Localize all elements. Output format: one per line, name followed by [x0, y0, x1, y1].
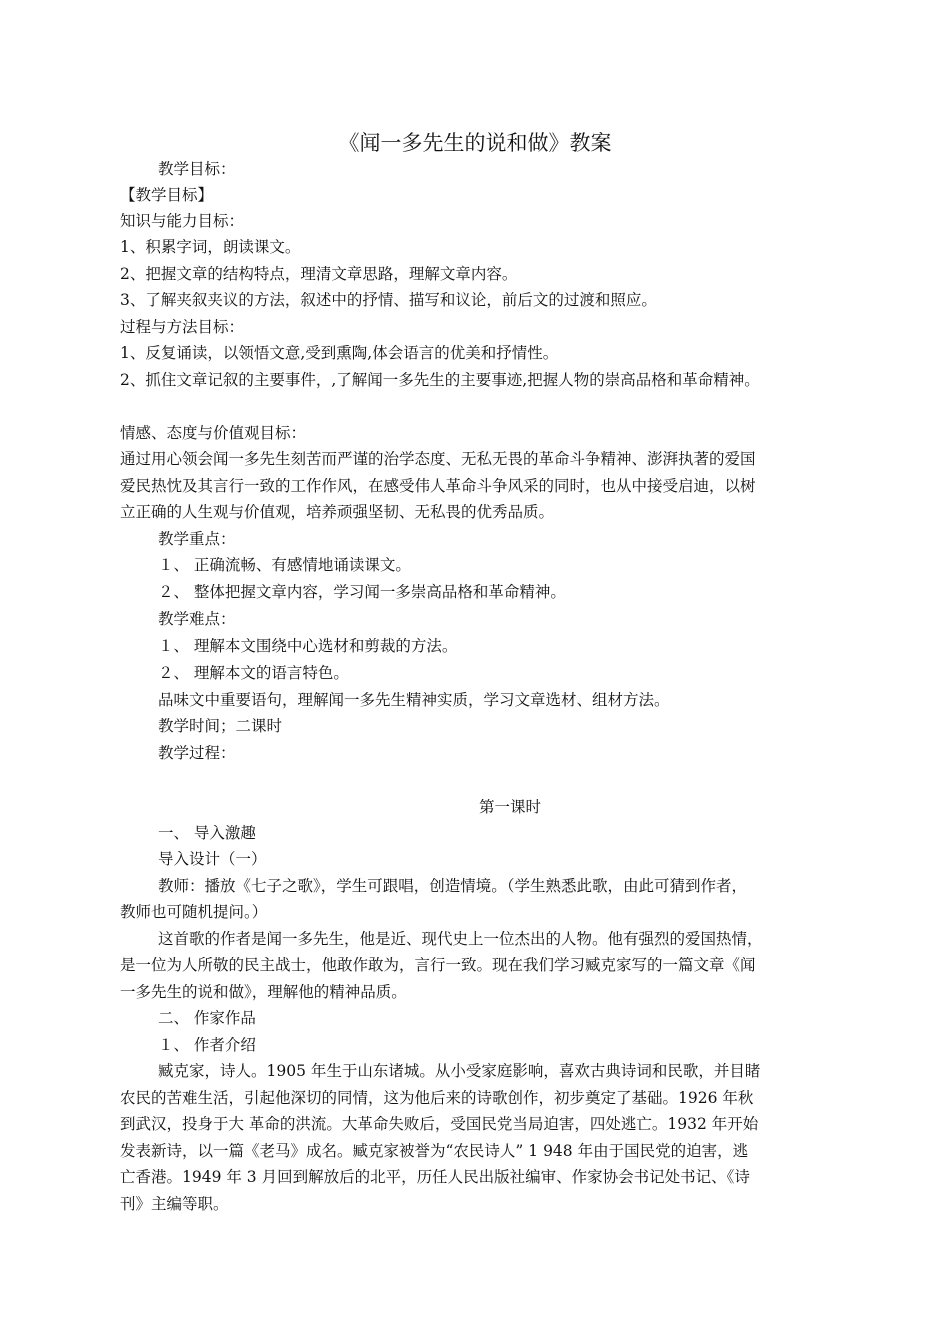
text-line: 爱民热忱及其言行一致的工作作风，在感受伟人革命斗争风采的同时，也从中接受启迪，以树	[120, 477, 756, 495]
text-line: 3、了解夹叙夹议的方法，叙述中的抒情、描写和议论，前后文的过渡和照应。	[120, 291, 657, 309]
text-line: 教学时间；二课时	[158, 717, 283, 735]
text-line: 教师也可随机提问。）	[120, 903, 268, 921]
text-line: 通过用心领会闻一多先生刻苦而严谨的治学态度、无私无畏的革命斗争精神、澎湃执著的爱国	[120, 450, 756, 468]
text-line: 教学目标：	[158, 160, 236, 178]
text-line: 教学过程：	[158, 744, 236, 762]
document-title: 《闻一多先生的说和做》教案	[338, 131, 612, 155]
text-line: 亡香港。1949 年 3 月回到解放后的北平，历任人民出版社编审、作家协会书记处书记、《诗	[120, 1168, 750, 1186]
text-line: 导入设计（一）	[158, 850, 267, 868]
text-line: 二、 作家作品	[158, 1009, 256, 1027]
text-line: 1、反复诵读，以领悟文意,受到熏陶,体会语言的优美和抒情性。	[120, 344, 559, 362]
section-heading: 第一课时	[478, 798, 541, 816]
text-line: 到武汉，投身于大 革命的洪流。大革命失败后，受国民党当局迫害，四处逃亡。1932 年开始	[120, 1115, 759, 1133]
text-line: 情感、态度与价值观目标：	[120, 424, 307, 442]
text-line: 【教学目标】	[120, 186, 214, 204]
text-line: 臧克家，诗人。1905 年生于山东诸城。从小受家庭影响，喜欢古典诗词和民歌，并目睹	[158, 1062, 761, 1080]
text-line: １、 作者介绍	[158, 1036, 256, 1054]
text-line: １、 正确流畅、有感情地诵读课文。	[158, 556, 411, 574]
text-line: 教学难点：	[158, 610, 236, 628]
text-line: 1、积累字词，朗读课文。	[120, 238, 301, 256]
text-line: 一、 导入激趣	[158, 824, 256, 842]
text-line: 是一位为人所敬的民主战士，他敢作敢为，言行一致。现在我们学习臧克家写的一篇文章《闻	[120, 956, 756, 974]
text-line: ２、 整体把握文章内容，学习闻一多崇高品格和革命精神。	[158, 583, 566, 601]
text-line: 教学重点：	[158, 530, 236, 548]
text-line: 过程与方法目标：	[120, 318, 245, 336]
text-line: 知识与能力目标：	[120, 212, 245, 230]
text-line: 品味文中重要语句，理解闻一多先生精神实质，学习文章选材、组材方法。	[158, 691, 670, 709]
text-line: ２、 理解本文的语言特色。	[158, 664, 349, 682]
text-line: 2、把握文章的结构特点，理清文章思路，理解文章内容。	[120, 265, 518, 283]
text-line: 立正确的人生观与价值观，培养顽强坚韧、无私畏的优秀品质。	[120, 503, 555, 521]
text-line: 2、抓住文章记叙的主要事件，,了解闻一多先生的主要事迹,把握人物的崇高品格和革命精神。	[120, 371, 760, 389]
text-line: 教师：播放《七子之歌》，学生可跟唱，创造情境。（学生熟悉此歌，由此可猜到作者，	[158, 877, 748, 895]
text-line: 发表新诗，以一篇《老马》成名。臧克家被誉为“农民诗人” 1 948 年由于国民党的迫害，逃	[120, 1142, 749, 1160]
text-line: 农民的苦难生活，引起他深切的同情，这为他后来的诗歌创作，初步奠定了基础。1926 年秋	[120, 1089, 754, 1107]
text-line: 一多先生的说和做》，理解他的精神品质。	[120, 983, 407, 1001]
text-line: １、 理解本文围绕中心选材和剪裁的方法。	[158, 637, 458, 655]
text-line: 这首歌的作者是闻一多先生，他是近、现代史上一位杰出的人物。他有强烈的爱国热情，	[158, 930, 763, 948]
text-line: 刊》主编等职。	[120, 1195, 229, 1213]
